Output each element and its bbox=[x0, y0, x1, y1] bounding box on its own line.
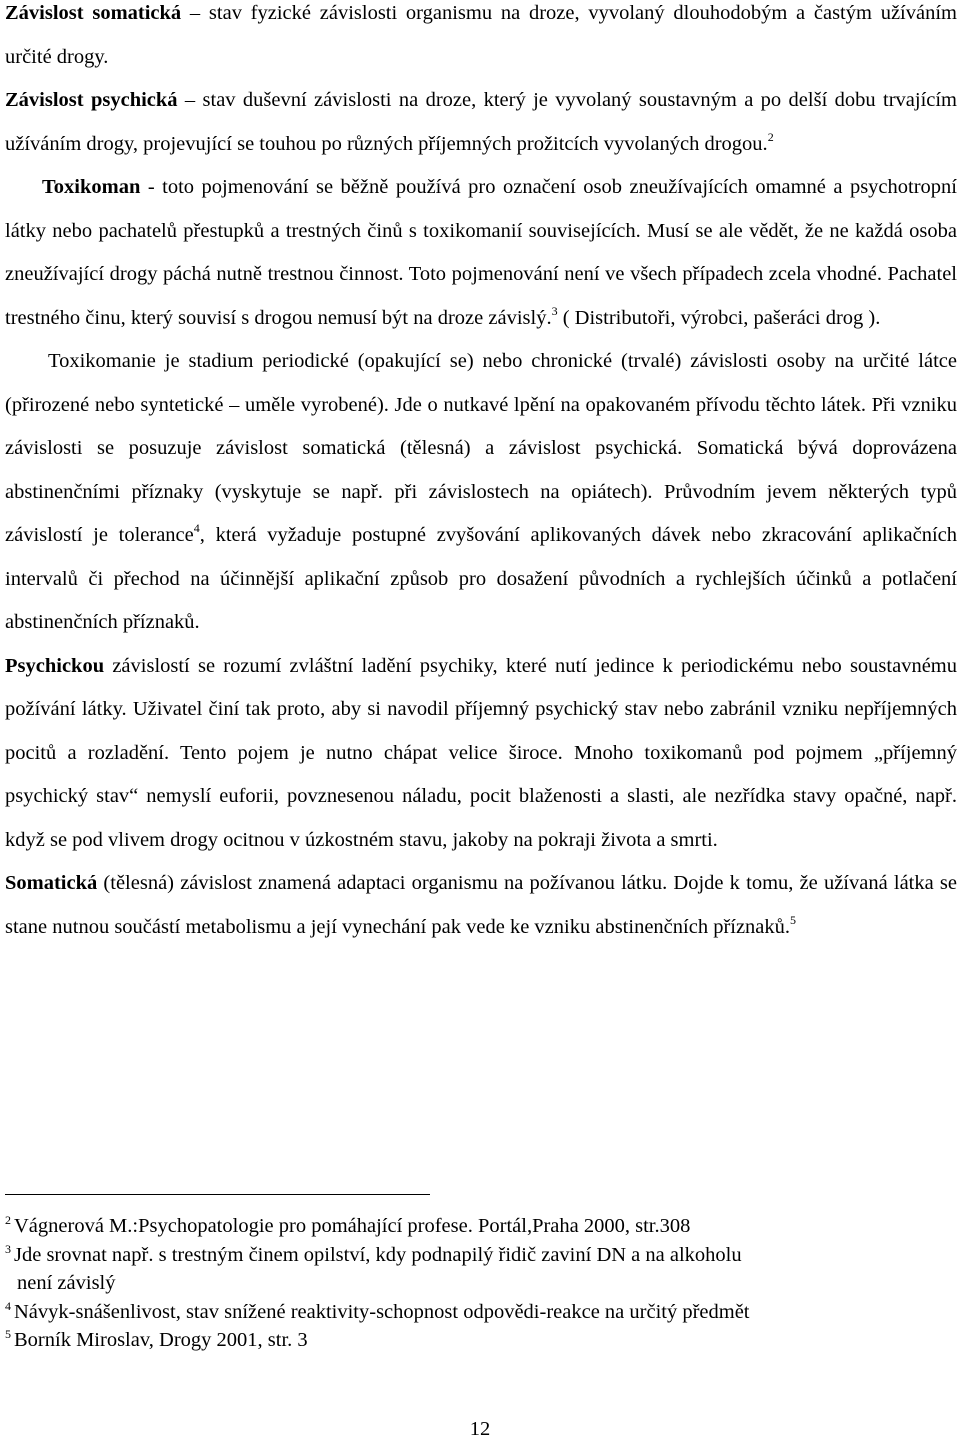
term-somaticka: Somatická bbox=[5, 872, 98, 894]
paragraph-text: (tělesná) závislost znamená adaptaci organismu na požívanou látku. Dojde k tomu, že užívaná látka se stane nutnou součástí metabolismu a její vynechání pak vede ke vzniku abstinenčních příznaků. bbox=[5, 872, 957, 938]
paragraph-text: závislostí se rozumí zvláštní ladění psychiky, které nutí jedince k periodickému nebo soustavnému požívání látky. Uživatel činí tak proto, aby si navodil příjemný psychický stav nebo zabránil vzniku nepříjemných pocitů a rozladění. Tento pojem je nutno chápat velice široce. Mnoho toxikomanů pod pojmem „příjemný psychický stav“ nemyslí euforii, povznesenou náladu, pocit blaženosti a slasti, ale nezřídka stavy opačné, např. když se pod vlivem drogy ocitnou v úzkostném stavu, jakoby na pokraji života a smrti. bbox=[5, 654, 957, 851]
footnote-ref: 3 bbox=[551, 303, 558, 318]
term-psychic-dependence: Závislost psychická bbox=[5, 89, 178, 111]
term-psychickou: Psychickou bbox=[5, 654, 105, 677]
footnote-text: Jde srovnat např. s trestným činem opilství, kdy podnapilý řidič zaviní DN a na alkoholu bbox=[14, 1243, 742, 1266]
footnote-text: Borník Miroslav, Drogy 2001, str. 3 bbox=[14, 1329, 308, 1351]
paragraph-text: Toxikomanie je stadium periodické (opakující se) nebo chronické (trvalé) závislosti osoby na určité látce (přirozené nebo syntetické – uměle vyrobené). Jde o nutkavé lpění na opakovaném přívodu těchto látek. Při vzniku závislosti se posuzuje závislost somatická (tělesná) a závislost psychická. Somatická bývá doprovázena abstinenčními příznaky (vyskytuje se např. při závislostech na opiátech). Průvodním jevem některých typů závislostí je tolerance bbox=[5, 350, 957, 546]
page-number: 12 bbox=[469, 1418, 491, 1440]
footnote-ref: 5 bbox=[790, 912, 797, 927]
paragraph-dependence-definitions bbox=[5, 0, 957, 166]
paragraph-text: ( Distributoři, výrobci, pašeráci drog ). bbox=[557, 306, 881, 329]
paragraph-toxikoman bbox=[5, 166, 957, 340]
footnote-ref: 2 bbox=[767, 129, 774, 144]
definition-text: – stav fyzické závislosti organismu na droze, vyvolaný dlouhodobým a častým užíváním určité drogy. bbox=[5, 2, 957, 68]
footnote-ref: 4 bbox=[193, 521, 200, 535]
term-somatic-dependence: Závislost somatická bbox=[5, 2, 182, 24]
term-toxikoman: Toxikoman bbox=[42, 176, 141, 198]
footnote-text: Návyk-snášenlivost, stav snížené reaktivity-schopnost odpovědi-reakce na určitý předmět bbox=[14, 1300, 750, 1323]
paragraph-somatic bbox=[5, 862, 957, 949]
footnote-number: 5 bbox=[5, 1327, 11, 1341]
paragraph-psychic bbox=[5, 645, 957, 863]
definition-text: – stav duševní závislosti na droze, který je vyvolaný soustavným a po delší dobu trvajícím užíváním drogy, projevující se touhou po různých příjemných prožitcích vyvolaných drogou. bbox=[5, 89, 958, 155]
paragraph-text: , která vyžaduje postupné zvyšování aplikovaných dávek nebo zkracování aplikačních intervalů či přechod na účinnější aplikační způsob pro dosažení původních a rychlejších účinků a potlačení abstinenčních příznaků. bbox=[5, 524, 957, 633]
footnote-number: 4 bbox=[5, 1298, 11, 1313]
footnote-3 bbox=[5, 1241, 955, 1298]
footnote-5 bbox=[5, 1326, 955, 1355]
footnote-text-continued: není závislý bbox=[17, 1272, 116, 1294]
paragraph-toxikomanie bbox=[5, 340, 957, 645]
footnote-4 bbox=[5, 1298, 955, 1327]
footnotes bbox=[5, 1212, 955, 1355]
footnote-separator bbox=[5, 1194, 430, 1195]
footnote-number: 2 bbox=[5, 1213, 11, 1227]
paragraph-text: - toto pojmenování se běžně používá pro označení osob zneužívajících omamné a psychotropní látky nebo pachatelů přestupků a trestných činů s toxikomanií souvisejících. Musí se ale vědět, že ne každá osoba zneužívající drogy páchá nutně trestnou činnost. Toto pojmenování není ve všech případech zcela vhodné. Pachatel trestného činu, který souvisí s drogou nemusí být na droze závislý. bbox=[5, 176, 957, 329]
document-body bbox=[5, 0, 957, 949]
footnote-number: 3 bbox=[5, 1241, 11, 1256]
footnote-text: Vágnerová M.:Psychopatologie pro pomáhající profese. Portál,Praha 2000, str.308 bbox=[14, 1215, 691, 1237]
footnote-2 bbox=[5, 1212, 955, 1241]
